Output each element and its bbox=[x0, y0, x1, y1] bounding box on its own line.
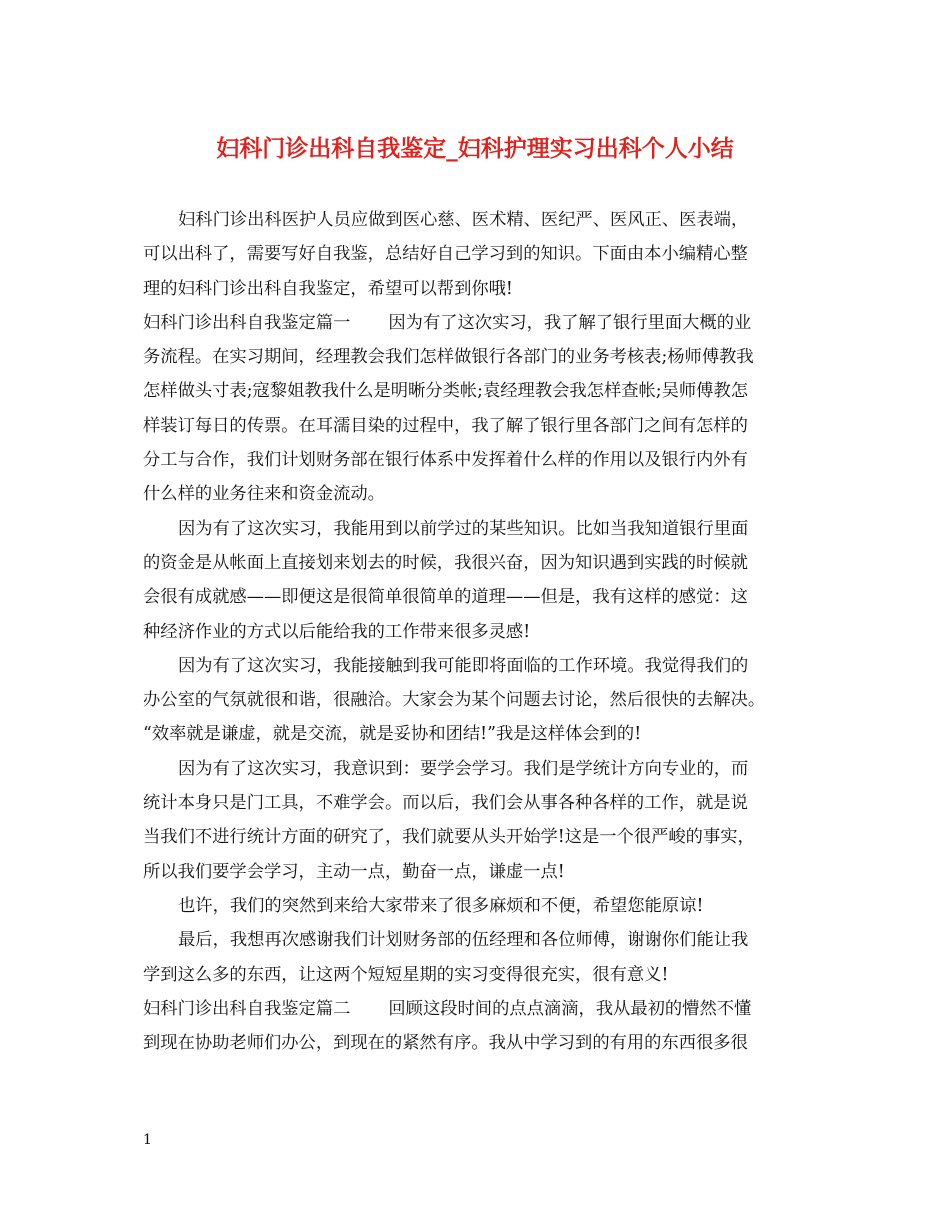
paragraph-line: 样装订每日的传票。在耳濡目染的过程中，我了解了银行里各部门之间有怎样的 bbox=[143, 415, 748, 436]
section-heading-two: 妇科门诊出科自我鉴定篇二 bbox=[143, 998, 351, 1019]
paragraph-line: 因为有了这次实习，我能用到以前学过的某些知识。比如当我知道银行里面 bbox=[178, 518, 749, 539]
paragraph-text: 回顾这段时间的点点滴滴，我从最初的懵然不懂 bbox=[388, 998, 752, 1019]
document-body bbox=[143, 203, 813, 1060]
paragraph-line: 务流程。在实习期间，经理教会我们怎样做银行各部门的业务考核表;杨师傅教我 bbox=[143, 347, 754, 368]
paragraph-line: 理的妇科门诊出科自我鉴定，希望可以帮到你哦! bbox=[143, 278, 513, 299]
page-number: 1 bbox=[143, 1132, 152, 1148]
paragraph-line: 到现在协助老师们办公，到现在的紧然有序。我从中学习到的有用的东西很多很 bbox=[143, 1033, 748, 1054]
paragraph-line: 因为有了这次实习，我意识到：要学会学习。我们是学统计方向专业的，而 bbox=[178, 758, 749, 779]
paragraph-line: 学到这么多的东西，让这两个短短星期的实习变得很充实，很有意义! bbox=[143, 964, 669, 985]
paragraph-line: 分工与合作，我们计划财务部在银行体系中发挥着什么样的作用以及银行内外有 bbox=[143, 450, 748, 471]
paragraph-text: 因为有了这次实习，我了解了银行里面大概的业 bbox=[388, 312, 752, 333]
paragraph-line: 因为有了这次实习，我能接触到我可能即将面临的工作环境。我觉得我们的 bbox=[178, 655, 749, 676]
paragraph-line: 什么样的业务往来和资金流动。 bbox=[143, 484, 385, 505]
paragraph-line: 也许，我们的突然到来给大家带来了很多麻烦和不便，希望您能原谅! bbox=[178, 895, 704, 916]
paragraph-line: 当我们不进行统计方面的研究了，我们就要从头开始学!这是一个很严峻的事实， bbox=[143, 827, 755, 848]
section-heading-line bbox=[143, 992, 813, 1026]
paragraph-line: 会很有成就感——即便这是很简单很简单的道理——但是，我有这样的感觉：这 bbox=[143, 587, 748, 608]
paragraph-line: 统计本身只是门工具，不难学会。而以后，我们会从事各种各样的工作，就是说 bbox=[143, 793, 748, 814]
paragraph-line: 妇科门诊出科医护人员应做到医心慈、医术精、医纪严、医风正、医表端， bbox=[178, 210, 749, 230]
paragraph-line: 最后，我想再次感谢我们计划财务部的伍经理和各位师傅，谢谢你们能让我 bbox=[178, 930, 749, 951]
document-title: 妇科门诊出科自我鉴定_妇科护理实习出科个人小结 bbox=[216, 135, 734, 162]
paragraph-line: 种经济作业的方式以后能给我的工作带来很多灵感! bbox=[143, 621, 531, 642]
paragraph-line: 怎样做头寸表;寇黎姐教我什么是明晰分类帐;袁经理教会我怎样查帐;吴师傅教怎 bbox=[143, 381, 749, 402]
paragraph-line: 办公室的气氛就很和谐，很融洽。大家会为某个问题去讨论，然后很快的去解决。 bbox=[143, 690, 766, 711]
section-heading-one: 妇科门诊出科自我鉴定篇一 bbox=[143, 312, 351, 333]
paragraph-line: 可以出科了，需要写好自我鉴，总结好自己学习到的知识。下面由本小编精心整 bbox=[143, 244, 748, 265]
section-heading-line bbox=[143, 306, 813, 340]
paragraph-line: “效率就是谦虚，就是交流，就是妥协和团结!”我是这样体会到的! bbox=[143, 724, 642, 745]
paragraph-line: 所以我们要学会学习，主动一点，勤奋一点，谦虚一点! bbox=[143, 861, 565, 882]
paragraph-line: 的资金是从帐面上直接划来划去的时候，我很兴奋，因为知识遇到实践的时候就 bbox=[143, 552, 748, 573]
